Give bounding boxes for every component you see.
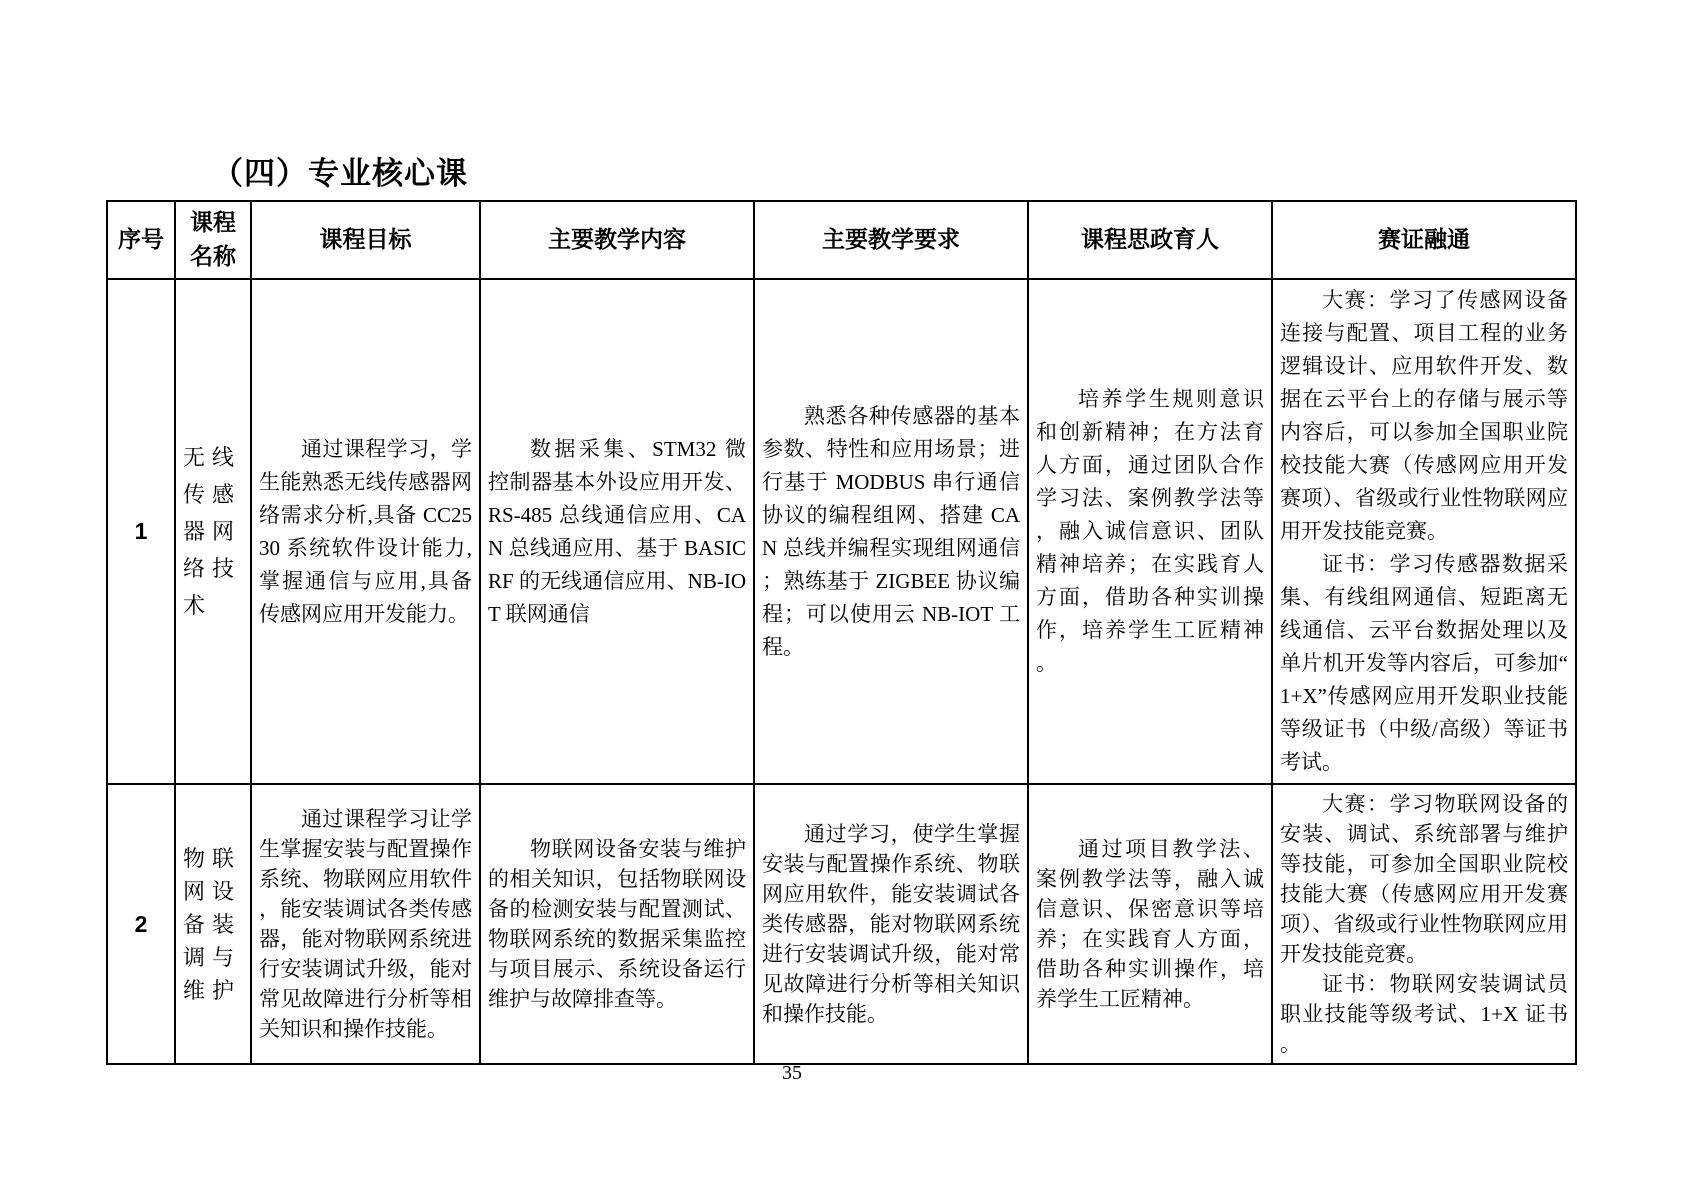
teaching-content-text: 物联网设备安装与维护的相关知识，包括物联网设备的检测安装与配置测试、物联网系统的数据采集监控与项目展示、系统设备运行维护与故障排查等。 bbox=[488, 837, 746, 1011]
table-header-row bbox=[107, 201, 1576, 279]
course-name-text: 物联网设备装调与维护 bbox=[183, 845, 242, 1003]
certificate-text: 证书：学习传感器数据采集、有线组网通信、短距离无线通信、云平台数据处理以及单片机开发等内容后，可参加“1+X”传感网应用开发职业技能等级证书（中级/高级）等证书考试。 bbox=[1280, 552, 1568, 774]
cell-course-name bbox=[175, 279, 251, 784]
cell-course-name bbox=[175, 784, 251, 1064]
cell-index: 1 bbox=[107, 279, 175, 784]
cell-competition-certificate bbox=[1272, 784, 1576, 1064]
cell-course-goal bbox=[251, 279, 480, 784]
ideology-text: 通过项目教学法、案例教学法等，融入诚信意识、保密意识等培养；在实践育人方面，借助各种实训操作，培养学生工匠精神。 bbox=[1036, 837, 1264, 1011]
teaching-requirement-text: 熟悉各种传感器的基本参数、特性和应用场景；进行基于 MODBUS 串行通信协议的编程组网、搭建 CAN 总线并编程实现组网通信；熟练基于 ZIGBEE 协议编程；可以使用云 NB-IOT 工程。 bbox=[762, 403, 1020, 659]
col-header-ideology: 课程思政育人 bbox=[1028, 201, 1272, 279]
col-header-competition: 赛证融通 bbox=[1272, 201, 1576, 279]
course-goal-text: 通过课程学习让学生掌握安装与配置操作系统、物联网应用软件，能安装调试各类传感器，能对物联网系统进行安装调试升级，能对常见故障进行分析等相关知识和操作技能。 bbox=[259, 807, 472, 1041]
competition-text: 大赛：学习了传感网设备连接与配置、项目工程的业务逻辑设计、应用软件开发、数据在云平台上的存储与展示等内容后，可以参加全国职业院校技能大赛（传感网应用开发赛项）、省级或行业性物联网应用开发技能竞赛。 bbox=[1280, 288, 1568, 543]
cell-teaching-requirement bbox=[754, 784, 1028, 1064]
cell-teaching-requirement bbox=[754, 279, 1028, 784]
col-header-requirement: 主要教学要求 bbox=[754, 201, 1028, 279]
table-row-course-2 bbox=[107, 784, 1576, 1064]
teaching-requirement-text: 通过学习，使学生掌握安装与配置操作系统、物联网应用软件，能安装调试各类传感器，能对物联网系统进行安装调试升级，能对常见故障进行分析等相关知识和操作技能。 bbox=[762, 822, 1020, 1026]
course-name-text: 无线传感器网络技术 bbox=[183, 445, 242, 618]
cell-index: 2 bbox=[107, 784, 175, 1064]
course-goal-text: 通过课程学习，学生能熟悉无线传感器网络需求分析,具备 CC2530 系统软件设计能力,掌握通信与应用,具备传感网应用开发能力。 bbox=[259, 436, 472, 626]
core-courses-table bbox=[106, 200, 1577, 1065]
certificate-text: 证书：物联网安装调试员职业技能等级考试、1+X 证书。 bbox=[1280, 972, 1568, 1056]
cell-ideology bbox=[1028, 279, 1272, 784]
cell-ideology bbox=[1028, 784, 1272, 1064]
cell-competition-certificate bbox=[1272, 279, 1576, 784]
col-header-course-name: 课程名称 bbox=[175, 201, 251, 279]
teaching-content-text: 数据采集、STM32 微控制器基本外设应用开发、RS-485 总线通信应用、CAN 总线通应用、基于 BASICRF 的无线通信应用、NB-IOT 联网通信 bbox=[488, 436, 746, 626]
page-number: 35 bbox=[782, 1062, 802, 1084]
col-header-goal: 课程目标 bbox=[251, 201, 480, 279]
ideology-text: 培养学生规则意识和创新精神；在方法育人方面，通过团队合作学习法、案例教学法等，融入诚信意识、团队精神培养；在实践育人方面，借助各种实训操作，培养学生工匠精神。 bbox=[1036, 387, 1264, 675]
section-title: （四）专业核心课 bbox=[212, 156, 468, 191]
cell-teaching-content bbox=[480, 279, 754, 784]
cell-teaching-content bbox=[480, 784, 754, 1064]
col-header-content: 主要教学内容 bbox=[480, 201, 754, 279]
cell-course-goal bbox=[251, 784, 480, 1064]
table-row-course-1 bbox=[107, 279, 1576, 784]
col-header-num: 序号 bbox=[107, 201, 175, 279]
competition-text: 大赛：学习物联网设备的安装、调试、系统部署与维护等技能，可参加全国职业院校技能大赛（传感网应用开发赛项）、省级或行业性物联网应用开发技能竞赛。 bbox=[1280, 792, 1568, 966]
